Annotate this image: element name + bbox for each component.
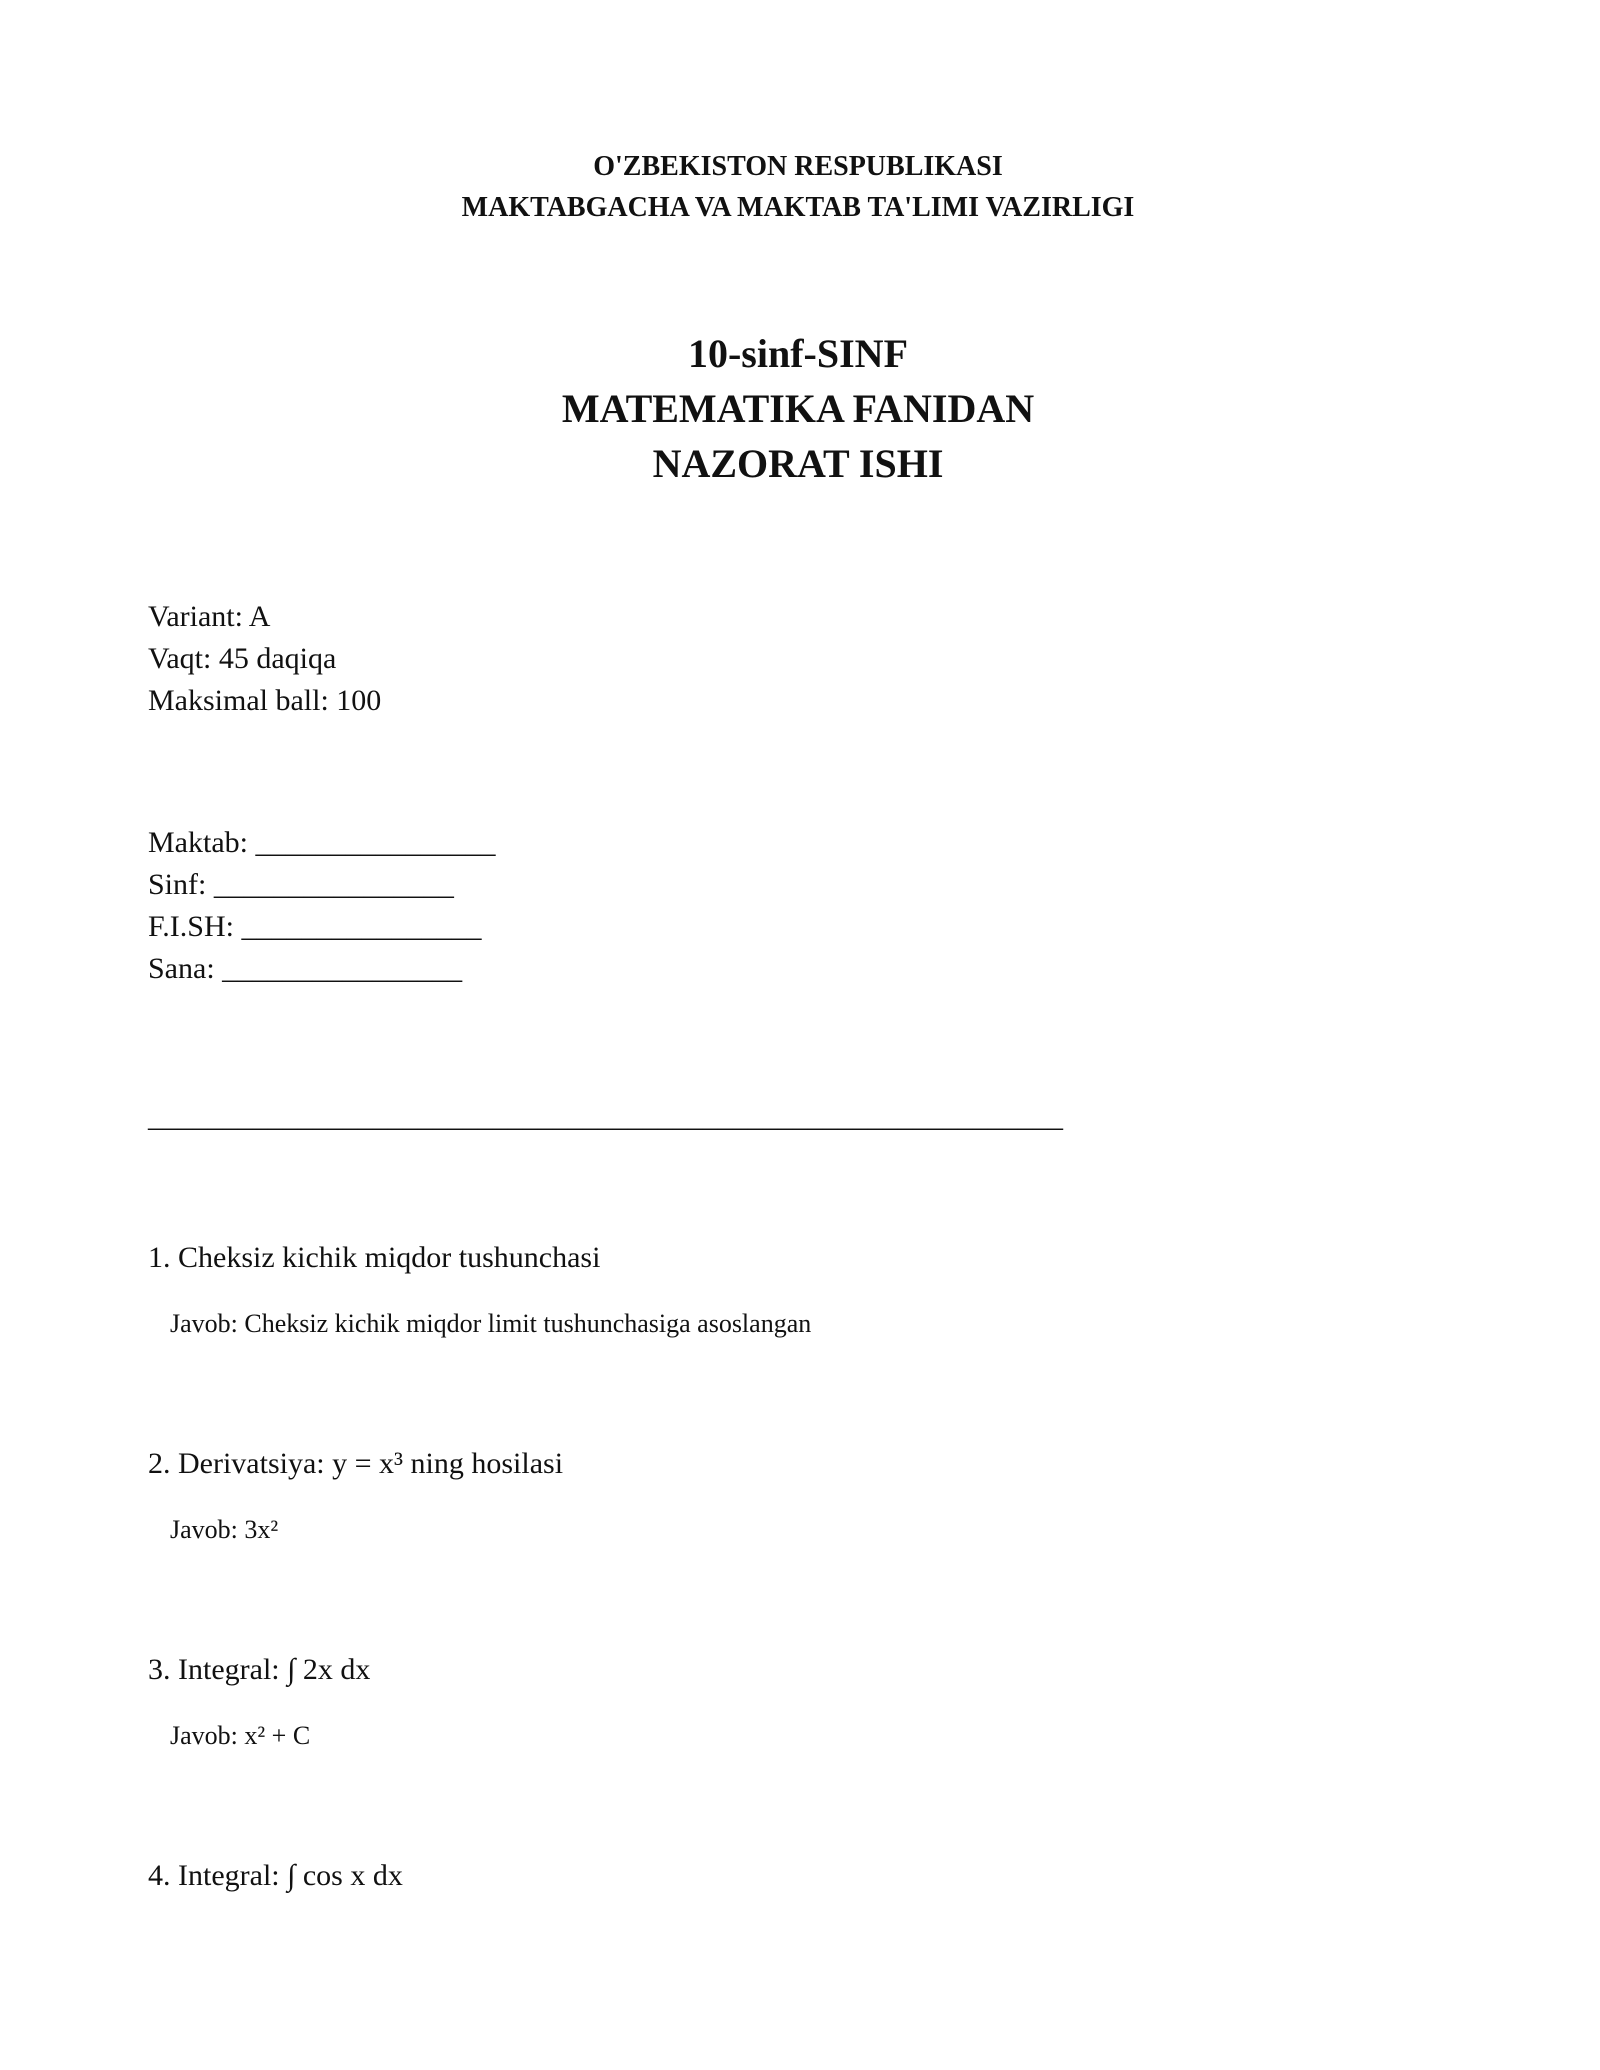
time-text: Vaqt: 45 daqiqa: [148, 642, 337, 675]
header-line-1: O'ZBEKISTON RESPUBLIKASI: [593, 151, 1003, 182]
title-line-3: NAZORAT ISHI: [652, 441, 944, 486]
question-2: 2. Derivatsiya: y = x³ ning hosilasi: [148, 1447, 564, 1480]
name-field: F.I.SH: ________________: [148, 910, 482, 943]
exam-meta: [148, 596, 381, 722]
ministry-header: [0, 146, 1600, 228]
question-1: 1. Cheksiz kichik miqdor tushunchasi: [148, 1241, 601, 1274]
title-line-2: MATEMATIKA FANIDAN: [561, 386, 1035, 431]
class-field: Sinf: ________________: [148, 868, 454, 901]
title-line-1: 10-sinf-SINF: [687, 331, 909, 376]
question-3: 3. Integral: ∫ 2x dx: [148, 1653, 371, 1686]
variant-text: Variant: A: [148, 600, 271, 633]
answer-1: Javob: Cheksiz kichik miqdor limit tushunchasiga asoslangan: [170, 1309, 812, 1338]
section-divider: _____________________________________________________________: [148, 1100, 1063, 1133]
student-info-fields: [148, 822, 495, 990]
max-score-text: Maksimal ball: 100: [148, 684, 382, 717]
school-field: Maktab: ________________: [148, 826, 496, 859]
answer-3: Javob: x² + C: [170, 1721, 311, 1750]
question-4: 4. Integral: ∫ cos x dx: [148, 1859, 403, 1892]
document-title: [0, 326, 1600, 491]
header-line-2: MAKTABGACHA VA MAKTAB TA'LIMI VAZIRLIGI: [461, 192, 1135, 223]
date-field: Sana: ________________: [148, 952, 463, 985]
answer-2: Javob: 3x²: [170, 1515, 279, 1544]
